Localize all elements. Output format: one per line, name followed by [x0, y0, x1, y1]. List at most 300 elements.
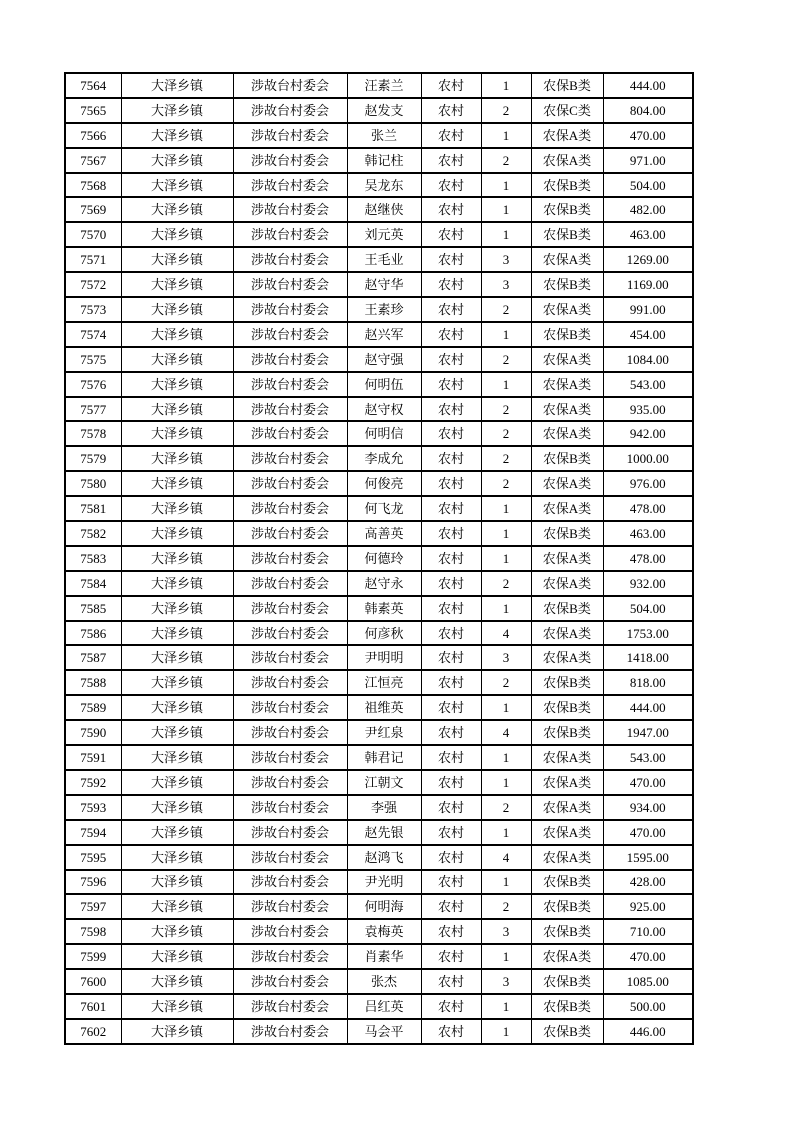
town: 大泽乡镇 [121, 596, 233, 621]
town: 大泽乡镇 [121, 421, 233, 446]
row-id: 7596 [65, 870, 121, 895]
insurance-category: 农保A类 [531, 421, 603, 446]
person-count: 2 [481, 446, 531, 471]
table-row [65, 421, 693, 446]
person-count: 4 [481, 845, 531, 870]
town: 大泽乡镇 [121, 197, 233, 222]
table-row [65, 197, 693, 222]
row-id: 7581 [65, 496, 121, 521]
row-id: 7569 [65, 197, 121, 222]
insurance-category: 农保B类 [531, 322, 603, 347]
insurance-category: 农保A类 [531, 645, 603, 670]
amount: 1753.00 [603, 621, 693, 646]
person-count: 2 [481, 421, 531, 446]
person-name: 吴龙东 [347, 173, 421, 198]
benefits-table [64, 72, 694, 1045]
table-row [65, 496, 693, 521]
town: 大泽乡镇 [121, 720, 233, 745]
person-count: 1 [481, 994, 531, 1019]
town: 大泽乡镇 [121, 670, 233, 695]
amount: 444.00 [603, 73, 693, 98]
insurance-category: 农保B类 [531, 1019, 603, 1044]
town: 大泽乡镇 [121, 745, 233, 770]
insurance-category: 农保B类 [531, 521, 603, 546]
insurance-category: 农保A类 [531, 496, 603, 521]
residence-type: 农村 [421, 222, 481, 247]
row-id: 7602 [65, 1019, 121, 1044]
village-committee: 涉故台村委会 [233, 770, 347, 795]
amount: 1000.00 [603, 446, 693, 471]
row-id: 7568 [65, 173, 121, 198]
table-row [65, 546, 693, 571]
table-row [65, 670, 693, 695]
amount: 470.00 [603, 820, 693, 845]
person-name: 张杰 [347, 969, 421, 994]
village-committee: 涉故台村委会 [233, 123, 347, 148]
table-row [65, 446, 693, 471]
village-committee: 涉故台村委会 [233, 870, 347, 895]
insurance-category: 农保A类 [531, 770, 603, 795]
insurance-category: 农保B类 [531, 272, 603, 297]
table-row [65, 347, 693, 372]
row-id: 7571 [65, 247, 121, 272]
person-name: 赵先银 [347, 820, 421, 845]
person-name: 李强 [347, 795, 421, 820]
amount: 446.00 [603, 1019, 693, 1044]
village-committee: 涉故台村委会 [233, 720, 347, 745]
town: 大泽乡镇 [121, 222, 233, 247]
town: 大泽乡镇 [121, 372, 233, 397]
village-committee: 涉故台村委会 [233, 695, 347, 720]
amount: 428.00 [603, 870, 693, 895]
residence-type: 农村 [421, 372, 481, 397]
residence-type: 农村 [421, 695, 481, 720]
table-row [65, 397, 693, 422]
amount: 504.00 [603, 173, 693, 198]
insurance-category: 农保B类 [531, 197, 603, 222]
table-row [65, 297, 693, 322]
residence-type: 农村 [421, 73, 481, 98]
person-count: 3 [481, 645, 531, 670]
table-row [65, 919, 693, 944]
table-row [65, 994, 693, 1019]
table-row [65, 123, 693, 148]
town: 大泽乡镇 [121, 695, 233, 720]
town: 大泽乡镇 [121, 621, 233, 646]
town: 大泽乡镇 [121, 272, 233, 297]
village-committee: 涉故台村委会 [233, 397, 347, 422]
table-row [65, 322, 693, 347]
town: 大泽乡镇 [121, 845, 233, 870]
village-committee: 涉故台村委会 [233, 521, 347, 546]
residence-type: 农村 [421, 820, 481, 845]
town: 大泽乡镇 [121, 446, 233, 471]
insurance-category: 农保B类 [531, 222, 603, 247]
person-count: 2 [481, 795, 531, 820]
town: 大泽乡镇 [121, 322, 233, 347]
residence-type: 农村 [421, 770, 481, 795]
insurance-category: 农保A类 [531, 745, 603, 770]
person-name: 袁梅英 [347, 919, 421, 944]
person-count: 1 [481, 173, 531, 198]
residence-type: 农村 [421, 795, 481, 820]
residence-type: 农村 [421, 894, 481, 919]
person-count: 1 [481, 695, 531, 720]
table-row [65, 98, 693, 123]
town: 大泽乡镇 [121, 795, 233, 820]
insurance-category: 农保B类 [531, 720, 603, 745]
village-committee: 涉故台村委会 [233, 148, 347, 173]
amount: 1269.00 [603, 247, 693, 272]
person-count: 2 [481, 297, 531, 322]
residence-type: 农村 [421, 596, 481, 621]
insurance-category: 农保A类 [531, 944, 603, 969]
insurance-category: 农保B类 [531, 994, 603, 1019]
table-row [65, 645, 693, 670]
person-name: 何明伍 [347, 372, 421, 397]
table-row [65, 820, 693, 845]
residence-type: 农村 [421, 98, 481, 123]
row-id: 7589 [65, 695, 121, 720]
village-committee: 涉故台村委会 [233, 222, 347, 247]
amount: 932.00 [603, 571, 693, 596]
village-committee: 涉故台村委会 [233, 98, 347, 123]
village-committee: 涉故台村委会 [233, 919, 347, 944]
person-name: 韩记柱 [347, 148, 421, 173]
person-count: 2 [481, 894, 531, 919]
amount: 454.00 [603, 322, 693, 347]
person-name: 赵守权 [347, 397, 421, 422]
insurance-category: 农保A类 [531, 297, 603, 322]
table-row [65, 148, 693, 173]
person-name: 赵继侠 [347, 197, 421, 222]
table-row [65, 695, 693, 720]
person-count: 3 [481, 247, 531, 272]
person-name: 尹明明 [347, 645, 421, 670]
person-name: 江恒亮 [347, 670, 421, 695]
person-name: 王素珍 [347, 297, 421, 322]
person-count: 3 [481, 919, 531, 944]
amount: 1084.00 [603, 347, 693, 372]
person-name: 马会平 [347, 1019, 421, 1044]
amount: 1085.00 [603, 969, 693, 994]
amount: 818.00 [603, 670, 693, 695]
residence-type: 农村 [421, 870, 481, 895]
table-row [65, 745, 693, 770]
table-row [65, 471, 693, 496]
person-count: 1 [481, 745, 531, 770]
person-name: 祖维英 [347, 695, 421, 720]
row-id: 7578 [65, 421, 121, 446]
person-count: 1 [481, 123, 531, 148]
village-committee: 涉故台村委会 [233, 546, 347, 571]
village-committee: 涉故台村委会 [233, 347, 347, 372]
residence-type: 农村 [421, 446, 481, 471]
village-committee: 涉故台村委会 [233, 745, 347, 770]
amount: 1947.00 [603, 720, 693, 745]
row-id: 7588 [65, 670, 121, 695]
person-count: 2 [481, 670, 531, 695]
insurance-category: 农保A类 [531, 397, 603, 422]
village-committee: 涉故台村委会 [233, 73, 347, 98]
residence-type: 农村 [421, 148, 481, 173]
person-count: 1 [481, 1019, 531, 1044]
person-count: 1 [481, 546, 531, 571]
amount: 463.00 [603, 521, 693, 546]
village-committee: 涉故台村委会 [233, 944, 347, 969]
residence-type: 农村 [421, 471, 481, 496]
row-id: 7598 [65, 919, 121, 944]
insurance-category: 农保A类 [531, 123, 603, 148]
amount: 444.00 [603, 695, 693, 720]
person-name: 王毛业 [347, 247, 421, 272]
person-name: 赵鸿飞 [347, 845, 421, 870]
village-committee: 涉故台村委会 [233, 621, 347, 646]
village-committee: 涉故台村委会 [233, 197, 347, 222]
town: 大泽乡镇 [121, 645, 233, 670]
person-name: 赵守强 [347, 347, 421, 372]
person-count: 2 [481, 397, 531, 422]
town: 大泽乡镇 [121, 1019, 233, 1044]
insurance-category: 农保A类 [531, 795, 603, 820]
insurance-category: 农保B类 [531, 870, 603, 895]
insurance-category: 农保A类 [531, 247, 603, 272]
table-row [65, 596, 693, 621]
table-row [65, 770, 693, 795]
amount: 463.00 [603, 222, 693, 247]
village-committee: 涉故台村委会 [233, 1019, 347, 1044]
insurance-category: 农保B类 [531, 919, 603, 944]
residence-type: 农村 [421, 571, 481, 596]
person-count: 1 [481, 222, 531, 247]
row-id: 7593 [65, 795, 121, 820]
amount: 478.00 [603, 546, 693, 571]
amount: 804.00 [603, 98, 693, 123]
residence-type: 农村 [421, 969, 481, 994]
row-id: 7587 [65, 645, 121, 670]
town: 大泽乡镇 [121, 173, 233, 198]
amount: 1418.00 [603, 645, 693, 670]
residence-type: 农村 [421, 745, 481, 770]
amount: 934.00 [603, 795, 693, 820]
person-name: 张兰 [347, 123, 421, 148]
residence-type: 农村 [421, 944, 481, 969]
table-row [65, 621, 693, 646]
person-name: 何德玲 [347, 546, 421, 571]
row-id: 7590 [65, 720, 121, 745]
insurance-category: 农保A类 [531, 148, 603, 173]
town: 大泽乡镇 [121, 73, 233, 98]
town: 大泽乡镇 [121, 297, 233, 322]
village-committee: 涉故台村委会 [233, 372, 347, 397]
table-row [65, 969, 693, 994]
row-id: 7572 [65, 272, 121, 297]
town: 大泽乡镇 [121, 894, 233, 919]
residence-type: 农村 [421, 297, 481, 322]
table-row [65, 870, 693, 895]
village-committee: 涉故台村委会 [233, 173, 347, 198]
amount: 478.00 [603, 496, 693, 521]
amount: 470.00 [603, 944, 693, 969]
town: 大泽乡镇 [121, 870, 233, 895]
row-id: 7566 [65, 123, 121, 148]
insurance-category: 农保A类 [531, 845, 603, 870]
insurance-category: 农保C类 [531, 98, 603, 123]
residence-type: 农村 [421, 197, 481, 222]
residence-type: 农村 [421, 670, 481, 695]
row-id: 7576 [65, 372, 121, 397]
amount: 470.00 [603, 123, 693, 148]
person-count: 4 [481, 720, 531, 745]
person-count: 1 [481, 944, 531, 969]
residence-type: 农村 [421, 397, 481, 422]
insurance-category: 农保B类 [531, 670, 603, 695]
amount: 942.00 [603, 421, 693, 446]
table-row [65, 944, 693, 969]
residence-type: 农村 [421, 720, 481, 745]
residence-type: 农村 [421, 919, 481, 944]
person-name: 何明海 [347, 894, 421, 919]
amount: 504.00 [603, 596, 693, 621]
person-name: 何彦秋 [347, 621, 421, 646]
table-row [65, 247, 693, 272]
town: 大泽乡镇 [121, 247, 233, 272]
row-id: 7570 [65, 222, 121, 247]
insurance-category: 农保A类 [531, 372, 603, 397]
person-name: 李成允 [347, 446, 421, 471]
insurance-category: 农保A类 [531, 347, 603, 372]
town: 大泽乡镇 [121, 770, 233, 795]
amount: 1169.00 [603, 272, 693, 297]
residence-type: 农村 [421, 123, 481, 148]
town: 大泽乡镇 [121, 397, 233, 422]
village-committee: 涉故台村委会 [233, 496, 347, 521]
person-count: 1 [481, 322, 531, 347]
person-name: 汪素兰 [347, 73, 421, 98]
row-id: 7585 [65, 596, 121, 621]
person-name: 何飞龙 [347, 496, 421, 521]
row-id: 7599 [65, 944, 121, 969]
amount: 991.00 [603, 297, 693, 322]
insurance-category: 农保A类 [531, 546, 603, 571]
insurance-category: 农保B类 [531, 596, 603, 621]
residence-type: 农村 [421, 1019, 481, 1044]
village-committee: 涉故台村委会 [233, 247, 347, 272]
table-row [65, 1019, 693, 1044]
village-committee: 涉故台村委会 [233, 297, 347, 322]
residence-type: 农村 [421, 421, 481, 446]
insurance-category: 农保A类 [531, 571, 603, 596]
table-row [65, 272, 693, 297]
person-name: 赵守华 [347, 272, 421, 297]
person-count: 4 [481, 621, 531, 646]
village-committee: 涉故台村委会 [233, 645, 347, 670]
person-count: 1 [481, 596, 531, 621]
village-committee: 涉故台村委会 [233, 820, 347, 845]
row-id: 7564 [65, 73, 121, 98]
row-id: 7567 [65, 148, 121, 173]
village-committee: 涉故台村委会 [233, 446, 347, 471]
insurance-category: 农保A类 [531, 471, 603, 496]
town: 大泽乡镇 [121, 546, 233, 571]
residence-type: 农村 [421, 247, 481, 272]
person-count: 1 [481, 820, 531, 845]
residence-type: 农村 [421, 173, 481, 198]
residence-type: 农村 [421, 845, 481, 870]
person-count: 2 [481, 148, 531, 173]
town: 大泽乡镇 [121, 571, 233, 596]
town: 大泽乡镇 [121, 919, 233, 944]
table-row [65, 372, 693, 397]
town: 大泽乡镇 [121, 123, 233, 148]
row-id: 7592 [65, 770, 121, 795]
insurance-category: 农保B类 [531, 73, 603, 98]
table-row [65, 571, 693, 596]
town: 大泽乡镇 [121, 521, 233, 546]
person-name: 尹红泉 [347, 720, 421, 745]
insurance-category: 农保B类 [531, 894, 603, 919]
person-name: 何明信 [347, 421, 421, 446]
village-committee: 涉故台村委会 [233, 795, 347, 820]
residence-type: 农村 [421, 496, 481, 521]
table-row [65, 894, 693, 919]
person-name: 肖素华 [347, 944, 421, 969]
insurance-category: 农保B类 [531, 695, 603, 720]
town: 大泽乡镇 [121, 98, 233, 123]
insurance-category: 农保B类 [531, 173, 603, 198]
person-count: 2 [481, 571, 531, 596]
insurance-category: 农保B类 [531, 446, 603, 471]
amount: 925.00 [603, 894, 693, 919]
person-count: 3 [481, 969, 531, 994]
amount: 543.00 [603, 372, 693, 397]
person-name: 韩君记 [347, 745, 421, 770]
table-row [65, 845, 693, 870]
table-row [65, 795, 693, 820]
amount: 543.00 [603, 745, 693, 770]
person-count: 1 [481, 770, 531, 795]
row-id: 7595 [65, 845, 121, 870]
residence-type: 农村 [421, 272, 481, 297]
row-id: 7601 [65, 994, 121, 1019]
amount: 482.00 [603, 197, 693, 222]
row-id: 7594 [65, 820, 121, 845]
table-row [65, 222, 693, 247]
row-id: 7600 [65, 969, 121, 994]
person-name: 赵兴军 [347, 322, 421, 347]
person-name: 赵守永 [347, 571, 421, 596]
town: 大泽乡镇 [121, 347, 233, 372]
town: 大泽乡镇 [121, 148, 233, 173]
row-id: 7577 [65, 397, 121, 422]
amount: 935.00 [603, 397, 693, 422]
table-row [65, 173, 693, 198]
insurance-category: 农保A类 [531, 621, 603, 646]
row-id: 7586 [65, 621, 121, 646]
person-count: 3 [481, 272, 531, 297]
person-count: 1 [481, 521, 531, 546]
village-committee: 涉故台村委会 [233, 571, 347, 596]
residence-type: 农村 [421, 621, 481, 646]
row-id: 7582 [65, 521, 121, 546]
person-count: 2 [481, 471, 531, 496]
village-committee: 涉故台村委会 [233, 471, 347, 496]
person-count: 1 [481, 197, 531, 222]
person-name: 刘元英 [347, 222, 421, 247]
benefits-table-body [65, 73, 693, 1044]
town: 大泽乡镇 [121, 471, 233, 496]
row-id: 7597 [65, 894, 121, 919]
